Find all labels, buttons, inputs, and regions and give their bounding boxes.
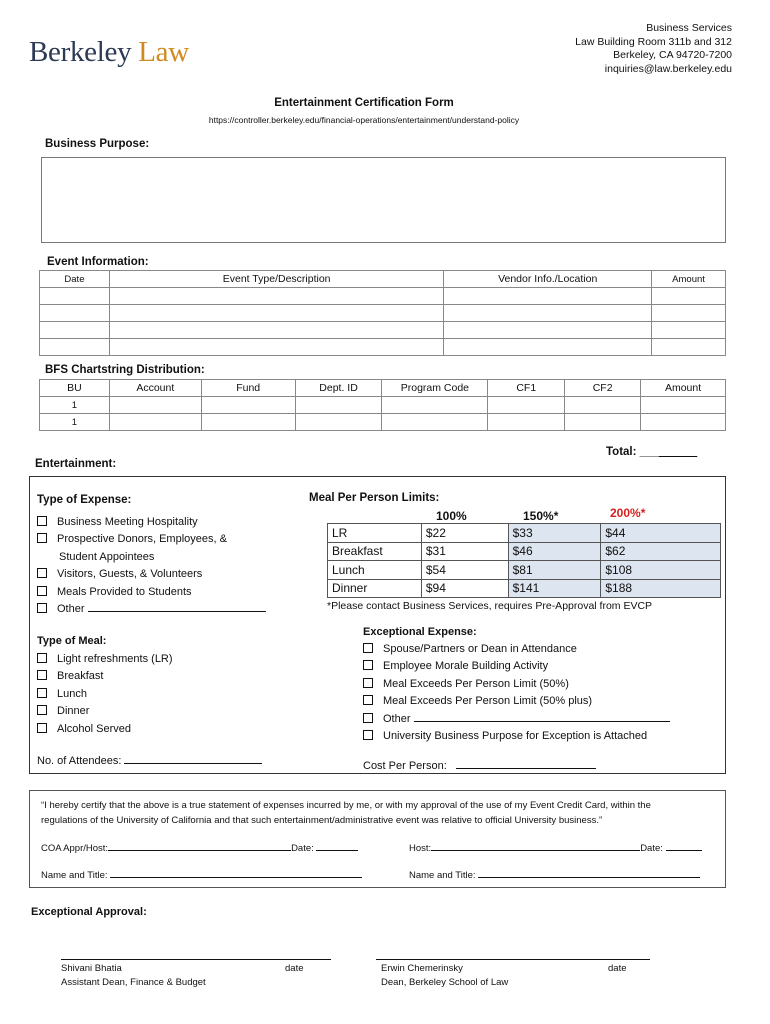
certification-statement-line: regulations of the University of California and that such entertainment/administrative event was relative to official University business.” (41, 815, 603, 826)
limit-col-200: 200%* (610, 506, 646, 520)
option-visitors[interactable]: Visitors, Guests, & Volunteers (37, 566, 266, 583)
option-breakfast[interactable]: Breakfast (37, 668, 173, 685)
checkbox[interactable] (37, 653, 47, 663)
option-other[interactable]: Other (37, 601, 266, 618)
checkbox[interactable] (363, 713, 373, 723)
coa-date-input[interactable] (316, 840, 358, 851)
table-row: LR $22 $33 $44 (328, 524, 721, 543)
business-purpose-label: Business Purpose: (45, 138, 150, 150)
signature-line-2[interactable] (376, 959, 650, 960)
checkbox[interactable] (37, 670, 47, 680)
bu-cell: 1 (40, 397, 110, 414)
business-purpose-field[interactable] (41, 157, 726, 243)
attendees-input[interactable] (124, 753, 262, 764)
bfs-table (39, 379, 726, 431)
checkbox[interactable] (37, 586, 47, 596)
signer-2-date-label: date (608, 963, 627, 974)
checkbox[interactable] (37, 688, 47, 698)
table-header-row (40, 271, 726, 288)
checkbox[interactable] (363, 643, 373, 653)
exceptional-approval-heading: Exceptional Approval: (31, 906, 147, 918)
checkbox[interactable] (37, 603, 47, 613)
bfs-heading: BFS Chartstring Distribution: (45, 364, 205, 376)
col-amount: Amount (652, 271, 726, 288)
exceptional-options (363, 641, 670, 745)
host-field[interactable]: Host: Date: (409, 840, 702, 854)
entertainment-heading: Entertainment: (35, 458, 117, 470)
total-field[interactable] (606, 446, 697, 458)
total-label: Total: ___ (606, 446, 659, 458)
meal-limits-heading: Meal Per Person Limits: (309, 492, 440, 504)
option-prospective-donors[interactable]: Prospective Donors, Employees, & (37, 531, 266, 548)
coa-host-field[interactable]: COA Appr/Host: Date: (41, 840, 358, 854)
coa-name-title-field[interactable]: Name and Title: (41, 867, 362, 881)
checkbox[interactable] (363, 678, 373, 688)
attendees-field[interactable] (37, 753, 262, 770)
signer-1-date-label: date (285, 963, 304, 974)
meal-options (37, 651, 173, 738)
host-name-title-field[interactable]: Name and Title: (409, 867, 700, 881)
coa-host-input[interactable] (108, 840, 291, 851)
option-other-exception[interactable]: Other (363, 711, 670, 728)
col-event-type: Event Type/Description (109, 271, 443, 288)
event-info-heading: Event Information: (47, 256, 149, 268)
limit-col-150: 150%* (523, 509, 559, 523)
table-row[interactable] (40, 305, 726, 322)
col-dept-id: Dept. ID (295, 380, 382, 397)
checkbox[interactable] (363, 660, 373, 670)
table-row[interactable] (40, 414, 726, 431)
host-date-input[interactable] (666, 840, 702, 851)
total-line: ______ (658, 446, 698, 458)
option-spouse-dean[interactable]: Spouse/Partners or Dean in Attendance (363, 641, 670, 658)
signer-1 (61, 962, 206, 990)
signer-2-title: Dean, Berkeley School of Law (381, 977, 509, 988)
table-row: Dinner $94 $141 $188 (328, 579, 721, 598)
signer-1-title: Assistant Dean, Finance & Budget (61, 977, 206, 988)
col-cf1: CF1 (488, 380, 565, 397)
col-bu: BU (40, 380, 110, 397)
option-purpose-attached[interactable]: University Business Purpose for Exception is Attached (363, 728, 670, 745)
table-row[interactable] (40, 339, 726, 356)
berkeley-law-logo (29, 36, 189, 68)
exceptional-expense-heading: Exceptional Expense: (363, 626, 477, 638)
other-exception-input[interactable] (414, 711, 670, 722)
expense-type-heading: Type of Expense: (37, 494, 132, 506)
meal-limits-table (327, 523, 721, 598)
checkbox[interactable] (363, 730, 373, 740)
checkbox[interactable] (37, 533, 47, 543)
col-date: Date (40, 271, 110, 288)
other-expense-input[interactable] (88, 601, 266, 612)
cost-per-person-label: Cost Per Person: (363, 760, 447, 772)
meal-type-heading: Type of Meal: (37, 635, 107, 647)
table-header-row (40, 380, 726, 397)
option-meals-students[interactable]: Meals Provided to Students (37, 584, 266, 601)
checkbox[interactable] (37, 723, 47, 733)
col-cf2: CF2 (565, 380, 641, 397)
table-row: Breakfast $31 $46 $62 (328, 542, 721, 561)
signer-1-name: Shivani Bhatia (61, 963, 122, 974)
signature-line-1[interactable] (61, 959, 331, 960)
logo-law-text: Law (138, 36, 189, 68)
policy-url[interactable]: https://controller.berkeley.edu/financial-operations/entertainment/understand-policy (208, 115, 520, 125)
form-title: Entertainment Certification Form (274, 97, 454, 109)
checkbox[interactable] (363, 695, 373, 705)
table-row: Lunch $54 $81 $108 (328, 561, 721, 580)
attendees-label: No. of Attendees: (37, 755, 122, 767)
host-input[interactable] (431, 840, 640, 851)
expense-options (37, 514, 266, 618)
table-row[interactable] (40, 288, 726, 305)
address-line: Business Services (646, 22, 732, 34)
cost-per-person-input[interactable] (456, 758, 596, 769)
cost-per-person-field[interactable] (363, 758, 596, 775)
col-program-code: Program Code (382, 380, 488, 397)
address-line: Law Building Room 311b and 312 (575, 35, 732, 48)
signer-2-name: Erwin Chemerinsky (381, 963, 463, 974)
option-dinner[interactable]: Dinner (37, 703, 173, 720)
option-exceeds-50[interactable]: Meal Exceeds Per Person Limit (50%) (363, 676, 670, 693)
table-row[interactable] (40, 397, 726, 414)
limit-col-100: 100% (436, 509, 467, 523)
col-amount: Amount (641, 380, 726, 397)
signer-2 (381, 962, 508, 990)
logo-berkeley-text: Berkeley (29, 36, 132, 68)
option-lunch[interactable]: Lunch (37, 686, 173, 703)
certification-statement-line: “I hereby certify that the above is a true statement of expenses incurred by me, or with my approval of the use of my Event Credit Card, within the (41, 800, 651, 811)
bu-cell: 1 (40, 414, 110, 431)
checkbox[interactable] (37, 568, 47, 578)
col-fund: Fund (201, 380, 295, 397)
address-email: inquiries@law.berkeley.edu (604, 62, 732, 75)
col-account: Account (109, 380, 201, 397)
table-row[interactable] (40, 322, 726, 339)
option-alcohol[interactable]: Alcohol Served (37, 721, 173, 738)
office-address (575, 22, 732, 76)
option-light-refreshments[interactable]: Light refreshments (LR) (37, 651, 173, 668)
host-name-title-input[interactable] (478, 867, 700, 878)
option-morale[interactable]: Employee Morale Building Activity (363, 658, 670, 675)
address-line: Berkeley, CA 94720-7200 (613, 49, 732, 61)
coa-name-title-input[interactable] (110, 867, 362, 878)
col-vendor: Vendor Info./Location (444, 271, 652, 288)
option-continuation: Student Appointees (59, 550, 155, 563)
option-business-meeting[interactable]: Business Meeting Hospitality (37, 514, 266, 531)
checkbox[interactable] (37, 516, 47, 526)
limits-note: *Please contact Business Services, requires Pre-Approval from EVCP (327, 600, 653, 612)
option-exceeds-50-plus[interactable]: Meal Exceeds Per Person Limit (50% plus) (363, 693, 670, 710)
event-info-table (39, 270, 726, 356)
checkbox[interactable] (37, 705, 47, 715)
